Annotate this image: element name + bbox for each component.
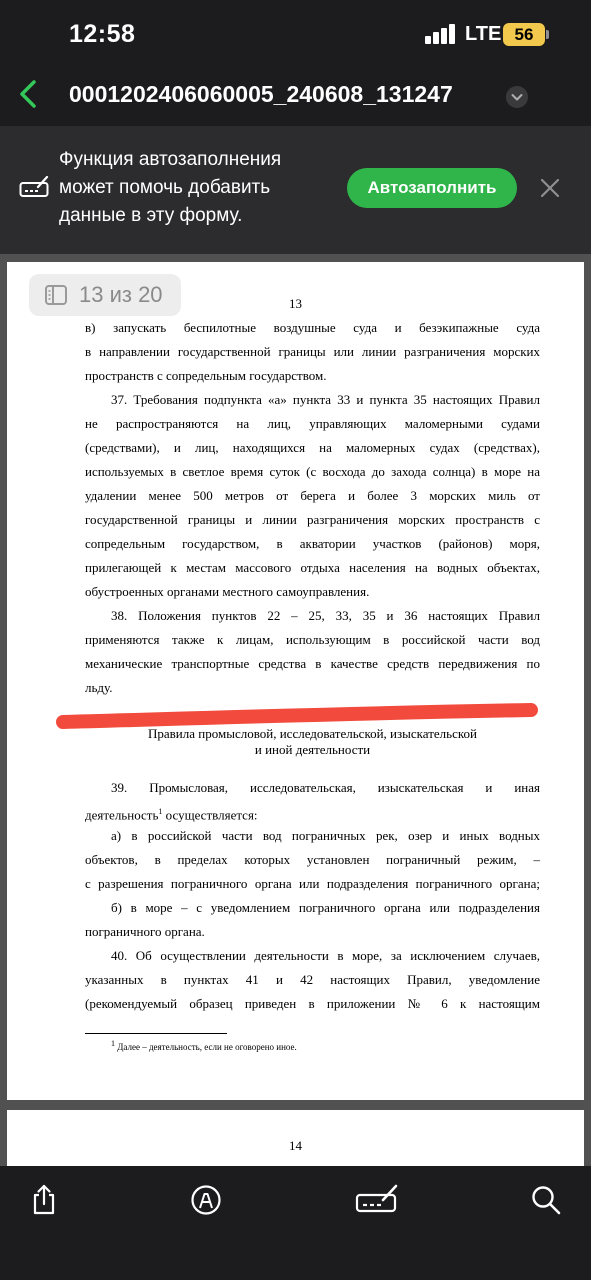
text-line: применяются также к лицам, использующим в российской части вод (85, 632, 540, 647)
text-line: удалении менее 500 метров от берега и более 3 морских миль от (85, 488, 540, 503)
text-line: 37. Требования подпункта «а» пункта 33 и пункта 35 настоящих Правил (111, 392, 540, 407)
file-title[interactable]: 0001202406060005_240608_131247 (69, 81, 453, 107)
text-line: указанных в пунктах 41 и 42 настоящих Правил, уведомление (85, 972, 540, 987)
text-line: б) в море – с уведомлением пограничного органа или подразделения (111, 900, 540, 915)
document-page (7, 1110, 584, 1166)
text-line: прилегающей к местам массового отдыха населения на водных объектах, (85, 560, 540, 575)
text-line: (рекомендуемый образец приведен в приложении № 6 к настоящим (85, 996, 540, 1011)
form-fill-icon[interactable] (355, 1184, 399, 1216)
autofill-button[interactable]: Автозаполнить (347, 168, 517, 208)
battery-cap (546, 30, 549, 39)
section-heading: Правила промысловой, исследовательской, изыскательской (148, 726, 477, 741)
close-icon[interactable] (540, 178, 560, 198)
text-line: пограничного органа. (85, 924, 205, 939)
text-line: пространств с сопредельным государством. (85, 368, 327, 383)
page-indicator-label: 13 из 20 (79, 282, 163, 307)
battery-icon: 56 (503, 23, 545, 46)
text-line: с разрешения пограничного органа или подразделения пограничного органа; (85, 876, 540, 891)
document-viewer[interactable] (0, 254, 591, 1166)
text-line: 39. Промысловая, исследовательская, изыскательская и иная (111, 780, 540, 795)
search-icon[interactable] (530, 1184, 562, 1216)
text-line: объектов, в пределах которых установлен пограничный режим, – (85, 852, 540, 867)
text-line: государственной границы и линии разграничения морских пространств с (85, 512, 540, 527)
text-line: (средствами), и лиц, находящихся на маломерных судах (средствах), (85, 440, 540, 455)
form-fill-icon (19, 176, 49, 200)
section-heading: и иной деятельности (254, 742, 371, 757)
status-bar (0, 0, 591, 66)
autofill-banner (0, 126, 591, 254)
text-line: в) запускать беспилотные воздушные суда и безэкипажные суда (85, 320, 540, 335)
document-page (7, 262, 584, 1100)
text-line: льду. (85, 680, 113, 695)
bottom-toolbar (0, 1166, 591, 1280)
network-type: LTE (465, 23, 502, 45)
text-line: деятельность$^1$ осуществляется: (85, 807, 258, 823)
text-line: 40. Об осуществлении деятельности в море, за исключением случаев, (111, 948, 540, 963)
chevron-down-icon[interactable] (506, 86, 528, 108)
nav-bar (0, 66, 591, 126)
status-time: 12:58 (69, 20, 136, 48)
back-chevron-icon[interactable] (14, 78, 46, 110)
footnote-divider (85, 1033, 227, 1034)
share-icon[interactable] (28, 1184, 60, 1216)
text-line: сопредельным государством, в акватории участков (районов) моря, (85, 536, 540, 551)
autofill-message: Функция автозаполнения может помочь добавить данные в эту форму. (59, 149, 282, 226)
footnote: $^1$ Далее – деятельность, если не оговорено иное. (111, 1039, 297, 1052)
text-line: в направлении государственной границы или линии разграничения морских (85, 344, 540, 359)
text-line: а) в российской части вод пограничных рек, озер и иных водных (111, 828, 540, 843)
markup-pen-icon[interactable] (190, 1184, 222, 1216)
text-line: не распространяются на лиц, управляющих маломерными судами (85, 416, 540, 431)
page-number: 14 (289, 1138, 302, 1153)
text-line: механические транспортные средства в качестве средств передвижения по (85, 656, 540, 671)
page-number: 13 (289, 296, 302, 311)
text-line: 38. Положения пунктов 22 – 25, 33, 35 и 36 настоящих Правил (111, 608, 540, 623)
text-line: обустроенных органами местного самоуправления. (85, 584, 370, 599)
footnote-marker: 1 (158, 807, 163, 816)
signal-icon (425, 24, 457, 44)
text-line: используемых в светлое время суток (с восхода до захода солнца) в море на (85, 464, 540, 479)
